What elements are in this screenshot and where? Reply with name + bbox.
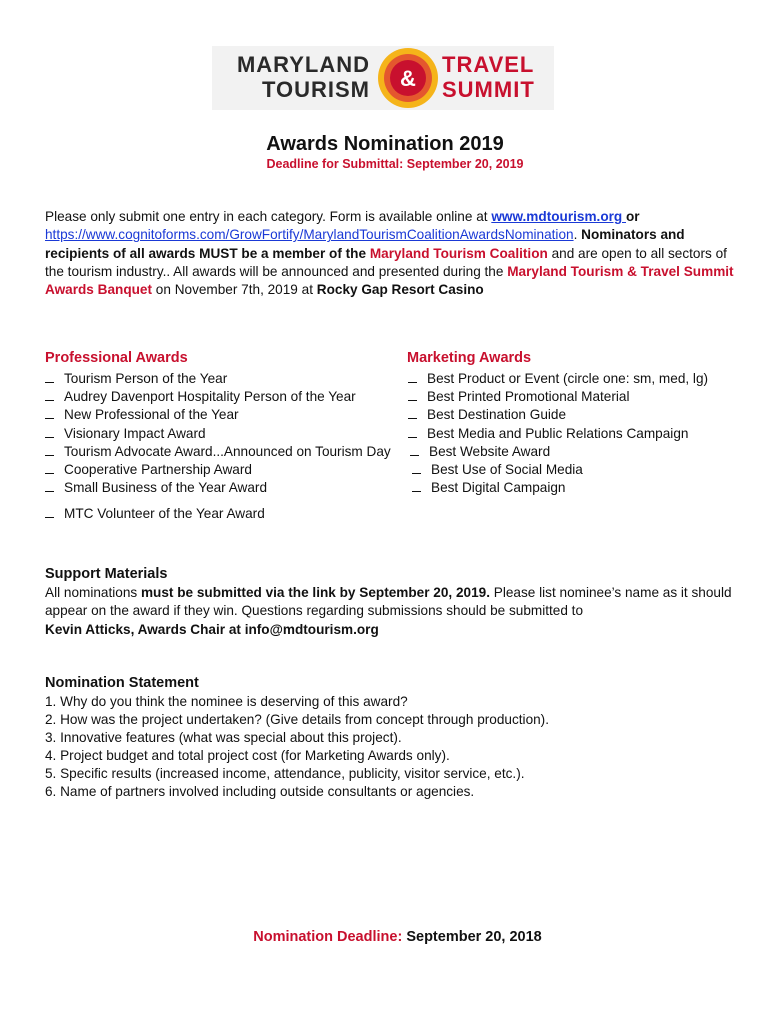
nomination-blank[interactable] xyxy=(412,481,421,492)
nomination-blank[interactable] xyxy=(45,507,54,518)
award-label: MTC Volunteer of the Year Award xyxy=(64,506,265,521)
support-materials-heading: Support Materials xyxy=(45,566,168,582)
support-text-2: Please list nominee’s name as it should appear on the award if they win. Questions regarding submissions should be submitted to xyxy=(45,585,732,619)
award-item[interactable] xyxy=(410,443,708,461)
award-label: Best Product or Event (circle one: sm, med, lg) xyxy=(427,371,709,386)
statement-item: 6. Name of partners involved including outside consultants or agencies. xyxy=(45,784,475,800)
nomination-blank[interactable] xyxy=(45,463,54,474)
nomination-blank[interactable] xyxy=(408,372,417,383)
nomination-deadline-date: September 20, 2018 xyxy=(406,929,542,945)
logo-left-line1: MARYLAND xyxy=(236,52,370,77)
logo-ampersand: & xyxy=(400,66,416,91)
cognitoforms-link[interactable]: https://www.cognitoforms.com/GrowFortify/MarylandTourismCoalitionAwardsNomination xyxy=(45,227,574,243)
nomination-deadline xyxy=(0,929,770,945)
award-label: Audrey Davenport Hospitality Person of the Year xyxy=(64,389,356,405)
award-label: Tourism Advocate Award...Announced on Tourism Day xyxy=(64,443,391,459)
support-bold-1: must be submitted via the link by September 20, 2019. xyxy=(140,585,490,600)
support-text-1: All nominations xyxy=(45,585,141,600)
nomination-blank[interactable] xyxy=(45,390,54,401)
statement-item: 4. Project budget and total project cost (for Marketing Awards only). xyxy=(45,748,450,764)
award-item[interactable] xyxy=(45,425,391,443)
coalition-name: Maryland Tourism Coalition xyxy=(369,245,548,261)
statement-item: 2. How was the project undertaken? (Give details from concept through production). xyxy=(45,712,549,728)
nomination-statement-list xyxy=(45,693,745,802)
award-item[interactable] xyxy=(45,479,391,497)
award-item[interactable] xyxy=(45,388,391,406)
nomination-deadline-label: Nomination Deadline: xyxy=(253,929,403,945)
marketing-awards-heading: Marketing Awards xyxy=(407,350,532,366)
award-item[interactable] xyxy=(45,505,265,523)
award-label: Best Use of Social Media xyxy=(431,462,583,478)
logo-right-text xyxy=(442,52,562,102)
intro-text-1: Please only submit one entry in each category. Form is available online at xyxy=(45,209,492,224)
nomination-statement-heading: Nomination Statement xyxy=(45,675,199,691)
award-label: Tourism Person of the Year xyxy=(64,371,228,386)
award-label: Best Destination Guide xyxy=(427,407,567,423)
nomination-blank[interactable] xyxy=(410,445,419,456)
award-label: Best Digital Campaign xyxy=(431,480,566,496)
intro-text-2: or xyxy=(626,209,640,224)
intro-text-3: . xyxy=(573,227,582,243)
award-item[interactable] xyxy=(412,461,708,479)
award-item[interactable] xyxy=(408,406,708,424)
statement-item: 5. Specific results (increased income, attendance, publicity, visitor service, etc.). xyxy=(45,766,525,782)
nomination-blank[interactable] xyxy=(408,408,417,419)
intro-text-4: and are open to all sectors of the tourism industry.. All awards will be announced and presented during the xyxy=(45,245,727,279)
award-item[interactable] xyxy=(408,370,708,388)
award-label: Best Media and Public Relations Campaign xyxy=(427,425,689,441)
intro-text-5: on November 7th, 2019 at xyxy=(152,282,317,298)
award-item[interactable] xyxy=(408,425,708,443)
award-item[interactable] xyxy=(45,370,391,388)
ampersand-emblem-icon xyxy=(377,47,439,109)
nomination-blank[interactable] xyxy=(408,427,417,438)
award-item[interactable] xyxy=(45,443,391,461)
logo-left-line2: TOURISM xyxy=(261,77,370,102)
nomination-blank[interactable] xyxy=(45,372,54,383)
award-label: New Professional of the Year xyxy=(64,407,239,423)
banquet-name: Maryland Tourism & Travel Summit Awards Banquet xyxy=(45,263,734,298)
award-item[interactable] xyxy=(45,461,391,479)
logo-right-line2: SUMMIT xyxy=(442,77,535,102)
award-label: Visionary Impact Award xyxy=(64,425,206,441)
nomination-blank[interactable] xyxy=(408,390,417,401)
professional-awards-heading: Professional Awards xyxy=(45,350,188,366)
award-label: Best Printed Promotional Material xyxy=(427,389,630,405)
award-label: Small Business of the Year Award xyxy=(64,480,268,496)
mdtourism-link[interactable]: www.mdtourism.org xyxy=(491,209,626,224)
nomination-blank[interactable] xyxy=(45,408,54,419)
awards-chair-contact: Kevin Atticks, Awards Chair at info@mdtourism.org xyxy=(45,621,379,637)
nomination-blank[interactable] xyxy=(45,481,54,492)
intro-paragraph xyxy=(45,208,735,299)
logo-right-line1: TRAVEL xyxy=(442,52,535,77)
submittal-deadline: Deadline for Submittal: September 20, 2019 xyxy=(266,157,524,171)
support-materials-paragraph xyxy=(45,584,735,639)
nomination-blank[interactable] xyxy=(45,427,54,438)
professional-awards-list xyxy=(45,370,391,497)
statement-item: 3. Innovative features (what was special about this project). xyxy=(45,730,402,746)
page-title: Awards Nomination 2019 xyxy=(266,133,504,155)
logo-left-text xyxy=(214,52,370,102)
award-label: Cooperative Partnership Award xyxy=(64,462,252,478)
professional-awards-extra xyxy=(45,505,265,523)
venue-name: Rocky Gap Resort Casino xyxy=(316,282,484,298)
marketing-awards-list xyxy=(408,370,708,497)
nomination-blank[interactable] xyxy=(45,445,54,456)
award-label: Best Website Award xyxy=(429,443,551,459)
nomination-blank[interactable] xyxy=(412,463,421,474)
statement-item: 1. Why do you think the nominee is deserving of this award? xyxy=(45,694,408,709)
award-item[interactable] xyxy=(408,388,708,406)
intro-bold-1: Nominators and recipients of all awards MUST be a member of the xyxy=(45,227,685,261)
summit-logo xyxy=(212,46,554,110)
award-item[interactable] xyxy=(412,479,708,497)
award-item[interactable] xyxy=(45,406,391,424)
